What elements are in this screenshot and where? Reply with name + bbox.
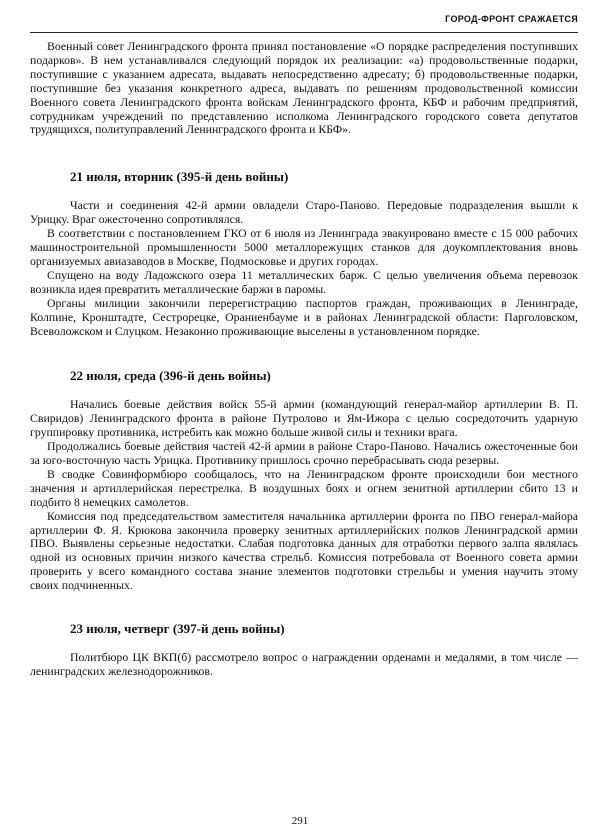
- running-title: ГОРОД-ФРОНТ СРАЖАЕТСЯ: [445, 14, 578, 24]
- paragraph: В сводке Совинформбюро сообщалось, что на Ленинградском фронте происходили бои местного значения и артиллерийская перестрелка. В воздушных боях и огнем зенитной артиллерии сбито 13 и подбито 8 немецких самолетов.: [30, 466, 578, 509]
- intro-paragraph: Военный совет Ленинградского фронта принял постановление «О порядке распределения поступивших подарков». В нем устанавливался следующий порядок их реализации: «а) продовольственные подарки, поступившие с указанием адресата, выдавать непосредственно адресату; б) продовольственные подарки, поступившие без указания конкретного адреса, выдавать по решениям продовольственной комиссии Военного совета Ленинградского фронта войскам Ленинградского фронта, КБФ и рабочим предприятий, сотрудникам учреждений по представлению исполкома Ленинградского городского совета депутатов трудящихся, политуправлений Ленинградского фронта и КБФ».: [30, 39, 578, 137]
- section-heading-jul-22: 22 июля, среда (396-й день войны): [70, 368, 271, 384]
- paragraph: Политбюро ЦК ВКП(б) рассмотрело вопрос о награждении орденами и медалями, в том числе — ленинградских железнодорожников.: [30, 650, 578, 678]
- page-content: [30, 40, 578, 679]
- paragraph: Спущено на воду Ладожского озера 11 металлических барж. С целью увеличения объема перевозок возникла идея превратить металлические баржи в паромы.: [30, 267, 578, 296]
- section-heading-jul-23: 23 июля, четверг (397-й день войны): [70, 621, 285, 637]
- paragraph: Продолжались боевые действия частей 42-й армии в районе Старо-Паново. Начались ожесточенные бои за юго-восточную часть Урицка. Противнику пришлось срочно перебрасывать сюда резервы.: [30, 439, 578, 468]
- paragraph: Органы милиции закончили перерегистрацию паспортов граждан, проживающих в Ленинграде, Колпине, Кронштадте, Сестрорецке, Ораниенбауме и в районах Ленинградской области: Парголовском, Всеволожском и Слуцком. Незаконно проживающие выселены в установленном порядке.: [30, 295, 578, 338]
- running-header: [30, 10, 578, 33]
- paragraph: Комиссия под председательством заместителя начальника артиллерии фронта по ПВО генерал-майора артиллерии Ф. Я. Крюкова закончила проверку зенитных артиллерийских полков Ленинградской армии ПВО. Выявлены серьезные недостатки. Слабая подготовка данных для отработки первого залпа являлась одной из основных причин низкого качества стрельб. Комиссия потребовала от Военного совета армии проверить у всего командного состава знание элементов подготовки стрельбы и умения научить этому своих подчиненных.: [30, 508, 578, 593]
- paragraph: Части и соединения 42-й армии овладели Старо-Паново. Передовые подразделения вышли к Урицку. Враг ожесточенно сопротивлялся.: [30, 198, 578, 227]
- paragraph: В соответствии с постановлением ГКО от 6 июля из Ленинграда эвакуировано вместе с 15 000 рабочих машиностроительной промышленности 5000 металлорежущих станков для доукомплектования вновь организуемых авиазаводов в Москве, Подмосковье и других городах.: [30, 226, 578, 268]
- section-heading-jul-21: 21 июля, вторник (395-й день войны): [70, 169, 289, 185]
- page-number: 291: [291, 815, 309, 827]
- paragraph: Начались боевые действия войск 55-й армии (командующий генерал-майор артиллерии В. П. Свиридов) Ленинградского фронта в районе Путролово и Ям-Ижора с целью сосредоточить ударную группировку противника, истребить как можно больше живой силы и техники врага.: [30, 397, 578, 440]
